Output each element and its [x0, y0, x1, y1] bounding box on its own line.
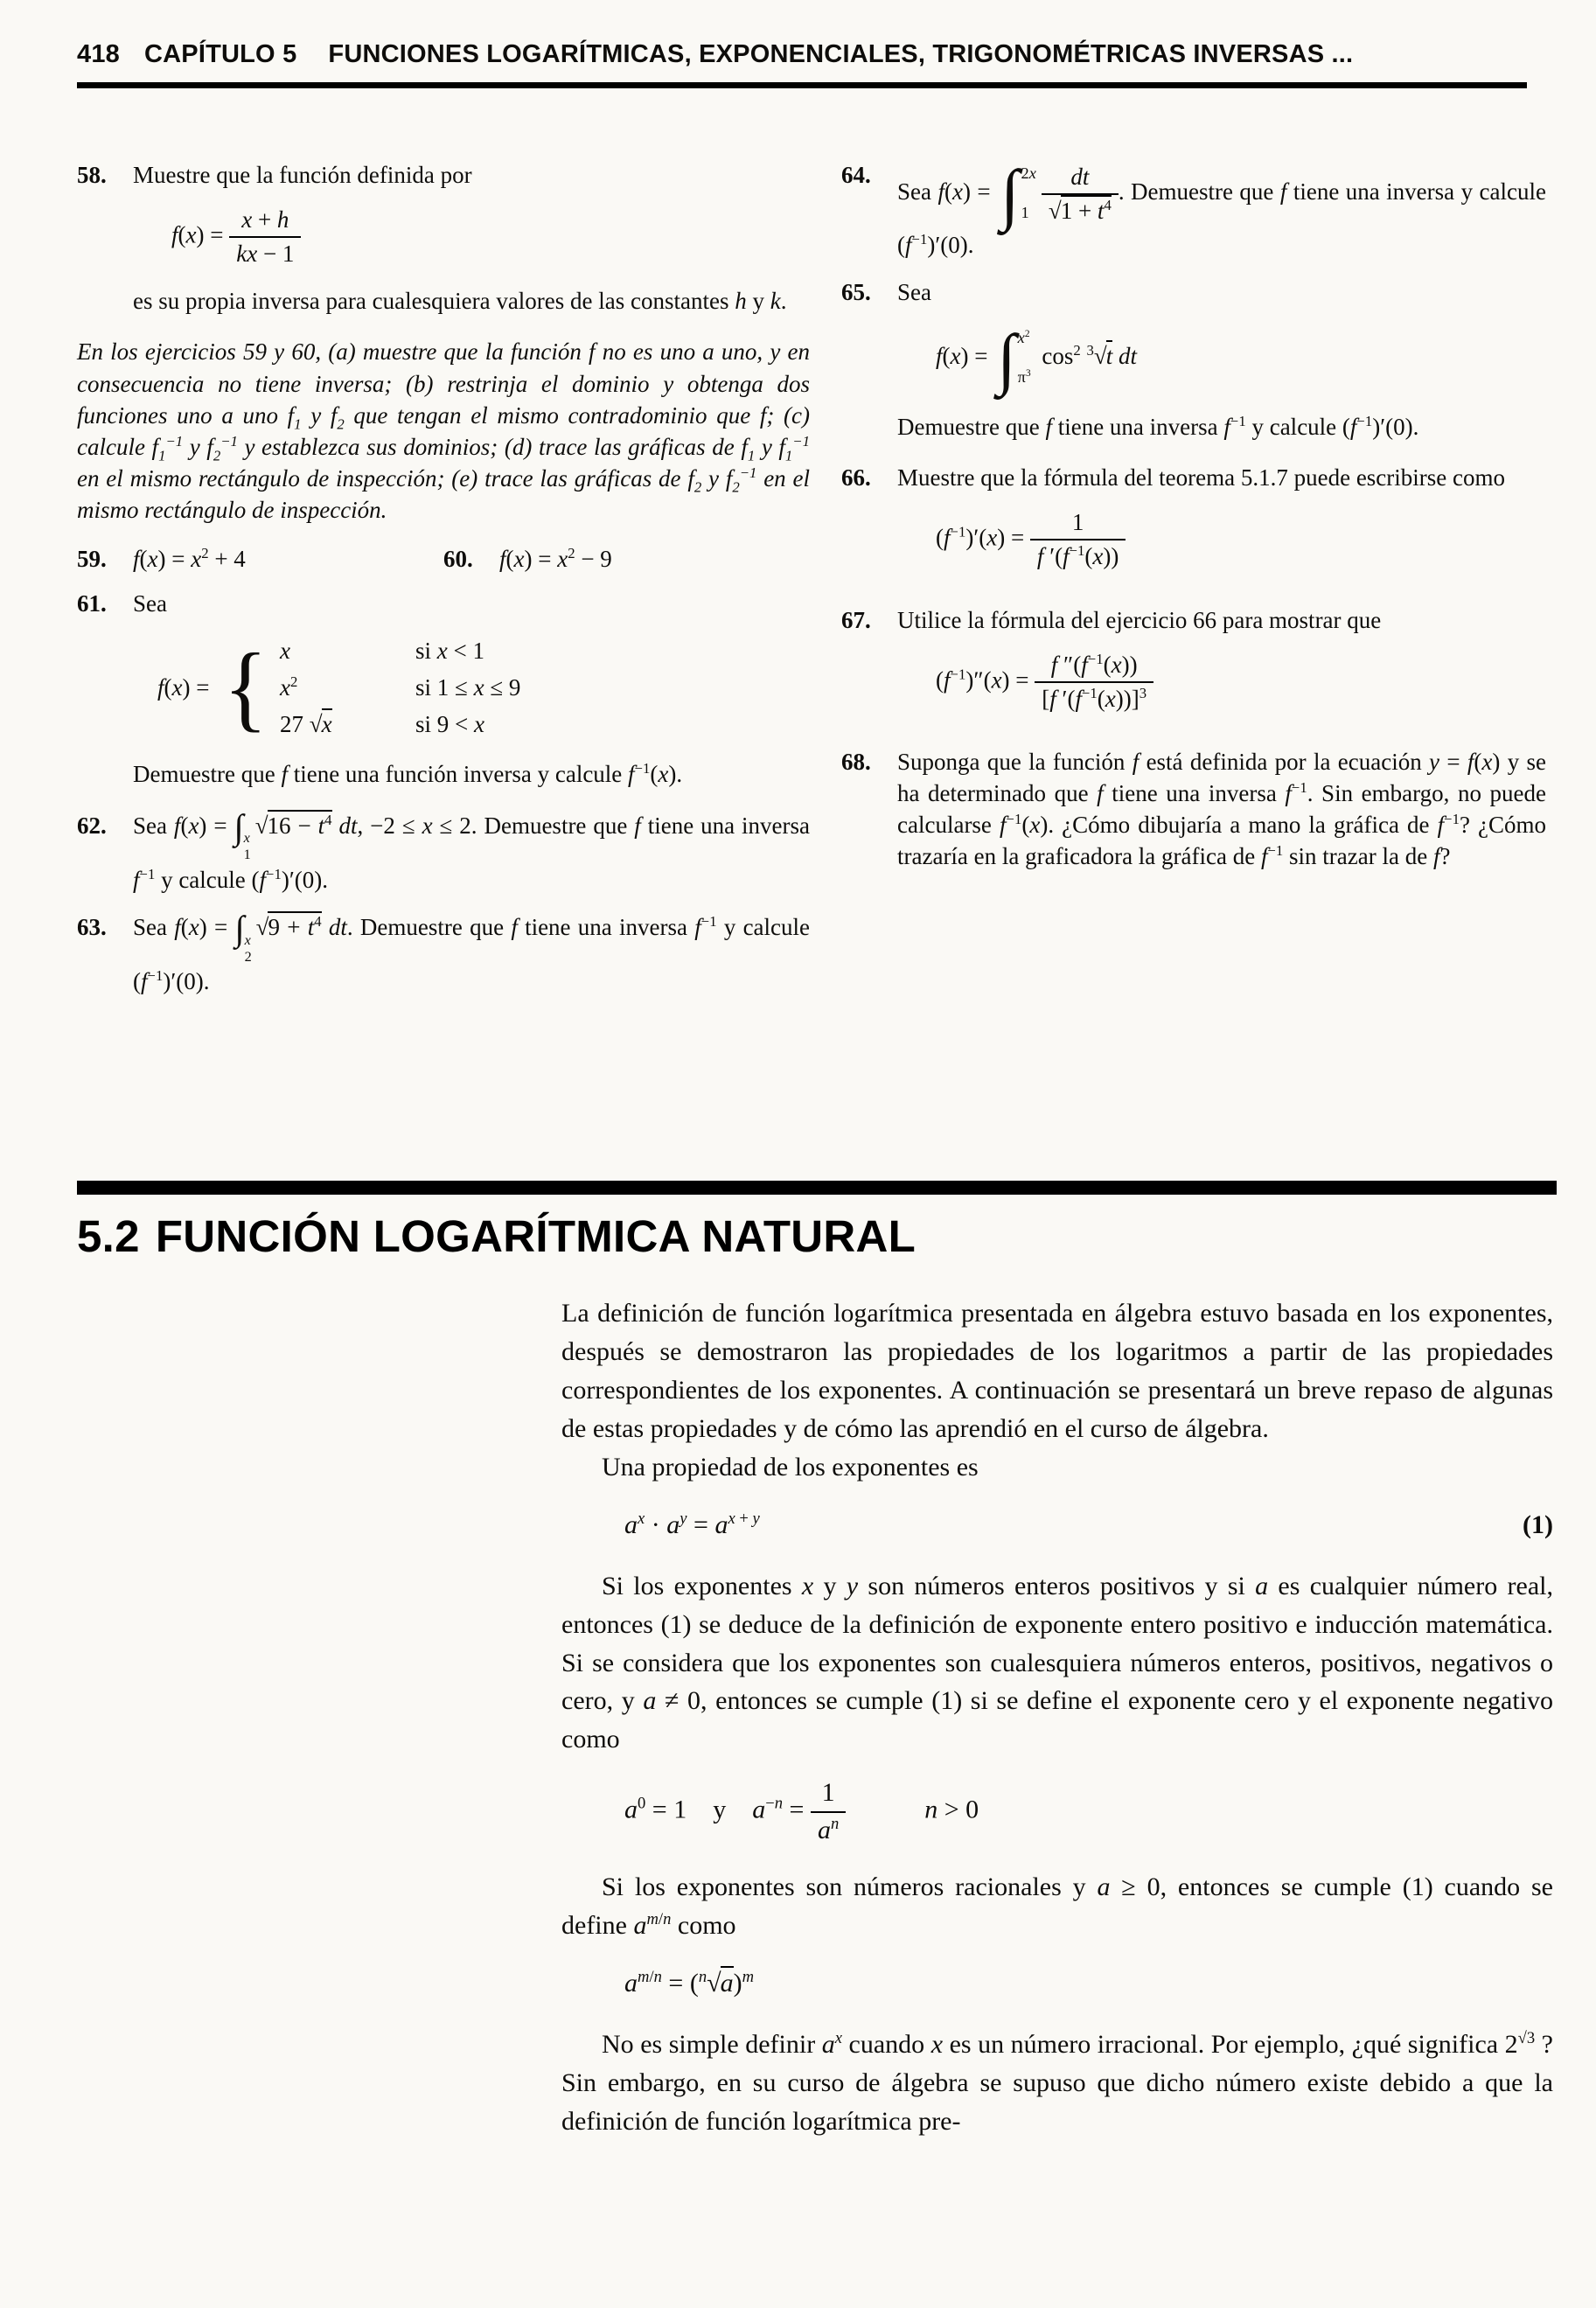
exercise-number: 65. [841, 279, 871, 306]
equation-1-line [624, 1506, 1553, 1544]
chapter-title: FUNCIONES LOGARÍTMICAS, EXPONENCIALES, TRIGONOMÉTRICAS INVERSAS ... [328, 40, 1354, 68]
exercise-text: Utilice la fórmula del ejercicio 66 para mostrar que [897, 606, 1382, 633]
piecewise-rows [280, 633, 520, 743]
exercise-text: Sea f(x) = ∫ x 1 $√16 - t^4$ dt, −2 ≤ x ≤ 2. Demuestre que f tiene una inversa $f^{-1}$ y calcule $(f^{-1})'(0)$. [133, 806, 811, 893]
paragraph: Si los exponentes son números racionales y a ≥ 0, entonces se cumple (1) cuando se define $a^{m/n}$ como [561, 1872, 1553, 1941]
exercise-68 [841, 746, 1546, 873]
paragraph: Una propiedad de los exponentes es [602, 1452, 979, 1482]
section-divider [77, 1181, 1557, 1195]
exercise-number: 59. [77, 546, 107, 573]
page-header [77, 40, 1527, 88]
exercise-body [897, 462, 1546, 588]
exercise-formula: $(f^{-1})'(x)$ = $\frac{1}{f '(f^{-1}(x))}$ [936, 509, 1546, 570]
piecewise-row: $x^2$ si 1 ≤ x ≤ 9 [280, 673, 521, 701]
piecewise-formula [157, 633, 810, 743]
exercise-formula: f(x) = $\frac{x + h}{kx - 1}$ [171, 206, 810, 268]
equation-3: $a^{m/n} = (^n√a)^m$ [624, 1968, 755, 1998]
exercise-number: 68. [841, 748, 871, 775]
exercise-body [897, 604, 1546, 730]
exercise-body [133, 159, 810, 320]
exercise-62 [77, 806, 811, 896]
exercise-66 [841, 462, 1546, 588]
exercise-text: Suponga que la función f está definida por la ecuación y = f(x) y se ha determinado que f tiene una inversa $f^{-1}$. Sin embargo, no puede calcularse $f^{-1}(x)$. ¿Cómo dibujaría a mano la gráfica de $f^{-1}$? ¿Cómo trazaría en la graficadora la gráfica de $f^{-1}$ sin trazar la de f? [897, 748, 1547, 870]
section-body [561, 1294, 1553, 2141]
section-title: FUNCIÓN LOGARÍTMICA NATURAL [155, 1211, 916, 1261]
exercise-text: $f(x) = x^2 - 9$ [499, 545, 612, 573]
exercise-64 [841, 156, 1546, 261]
exercise-59 [77, 543, 443, 575]
exercise-pair-59-60 [77, 543, 810, 575]
piecewise-row: 27 √x si 9 < x [280, 707, 520, 743]
exercise-formula: $(f^{-1})''(x)$ = $\frac{f ''(f^{-1}(x))}{[f '(f^{-1}(x))]^3}$ [936, 652, 1546, 713]
exercise-body [897, 276, 1546, 446]
exercise-formula: f(x) = ∫ $x^2$ $\pi^3$ $\cos^2 ^3√t$ dt [936, 320, 1137, 397]
exercise-number: 61. [77, 589, 107, 617]
exercise-number: 60. [443, 546, 473, 573]
exercise-61 [77, 588, 810, 794]
exercise-number: 66. [841, 464, 871, 492]
exercise-number: 62. [77, 812, 107, 839]
exercise-text: Demuestre que f tiene una función inversa y calcule $f^{-1}(x)$. [133, 760, 683, 788]
exercise-text: Muestre que la función definida por [133, 162, 472, 188]
exercise-number: 63. [77, 914, 107, 941]
exercise-63 [77, 911, 810, 998]
exercise-65 [841, 276, 1546, 446]
brace-glyph: { [223, 633, 268, 742]
exercise-text: $f(x) = x^2 + 4$ [133, 545, 246, 573]
piecewise-lhs: f(x) = [157, 674, 210, 701]
section-number: 5.2 [77, 1211, 140, 1261]
equation-3-line [624, 1964, 1553, 2003]
exercise-body [133, 588, 810, 794]
exercise-text: Sea f(x) = ∫ x 2 $√9 + t^4$ dt. Demuestre que f tiene una inversa $f^{-1}$ y calcule $(f^{-1})'(0)$. [133, 909, 811, 995]
paragraph: No es simple definir $a^x$ cuando x es un número irracional. Por ejemplo, ¿qué significa $2^{√3}$ ? Sin embargo, en su curso de álgebra se supuso que dicho número existe debido a que la definición de función logarítmica pre- [561, 2029, 1553, 2136]
chapter-label: CAPÍTULO 5 [144, 40, 297, 68]
equation-2: $a^0 = 1$ y $a^{-n}$ = $\frac{1}{a^n}$ n > 0 [624, 1778, 979, 1844]
exercise-text: Muestre que la fórmula del teorema 5.1.7 puede escribirse como [897, 464, 1505, 492]
exercise-number: 67. [841, 606, 871, 633]
exercise-text: Demuestre que f tiene una inversa $f^{-1}$ y calcule $(f^{-1})'(0)$. [897, 413, 1419, 441]
paragraph: Si los exponentes x y y son números enteros positivos y si a es cualquier número real, entonces (1) se deduce de la definición de exponente entero positivo e inducción matemática. Si se considera que los exponentes son cualesquiera números enteros, positivos, negativos o cero, y a ≠ 0, entonces se cumple (1) si se define el exponente cero y el exponente negativo como [561, 1571, 1553, 1754]
exercise-67 [841, 604, 1546, 730]
exercise-number: 58. [77, 162, 107, 188]
exercises-right-column [841, 156, 1547, 888]
exercise-text: Sea f(x) = ∫ 2x 1 $\frac{dt}{√1 + t^4}$ . Demuestre que f tiene una inversa y calcule $(f^{-1})'(0)$. [897, 156, 1546, 258]
exercise-text: Sea [897, 279, 931, 306]
exercise-58 [77, 159, 810, 320]
exercise-directions: En los ejercicios 59 y 60, (a) muestre que la función f no es uno a uno, y en consecuencia no tiene inversa; (b) restrinja el dominio y obtenga dos funciones uno a uno $f_1$ y $f_2$ que tengan el mismo contradominio que f; (c) calcule $f_1^{-1}$ y $f_2^{-1}$ y establezca sus dominios; (d) trace las gráficas de $f_1$ y $f_1^{-1}$ en el mismo rectángulo de inspección; (e) trace las gráficas de $f_2$ y $f_2^{-1}$ en el mismo rectángulo de inspección. [77, 338, 810, 524]
exercise-text: Sea [133, 589, 167, 617]
equation-1: $a^x \cdot a^y = a^{x + y}$ [624, 1509, 760, 1539]
equation-1-tag: (1) [1523, 1510, 1553, 1539]
equation-2-line [624, 1778, 1553, 1845]
exercise-60 [443, 543, 612, 575]
exercises-left-column [77, 159, 810, 1014]
page-number: 418 [77, 40, 120, 68]
exercise-text: es su propia inversa para cualesquiera valores de las constantes h y k. [133, 288, 787, 315]
paragraph: La definición de función logarítmica presentada en álgebra estuvo basada en los exponentes, después se demostraron las propiedades de los logaritmos a partir de las propiedades correspondientes de los exponentes. A continuación se presentará un breve repaso de algunas de estas propiedades y de cómo las aprendió en el curso de álgebra. [561, 1299, 1553, 1443]
piecewise-row: x si x < 1 [280, 637, 484, 664]
section-heading [77, 1210, 916, 1262]
exercise-number: 64. [841, 162, 871, 188]
